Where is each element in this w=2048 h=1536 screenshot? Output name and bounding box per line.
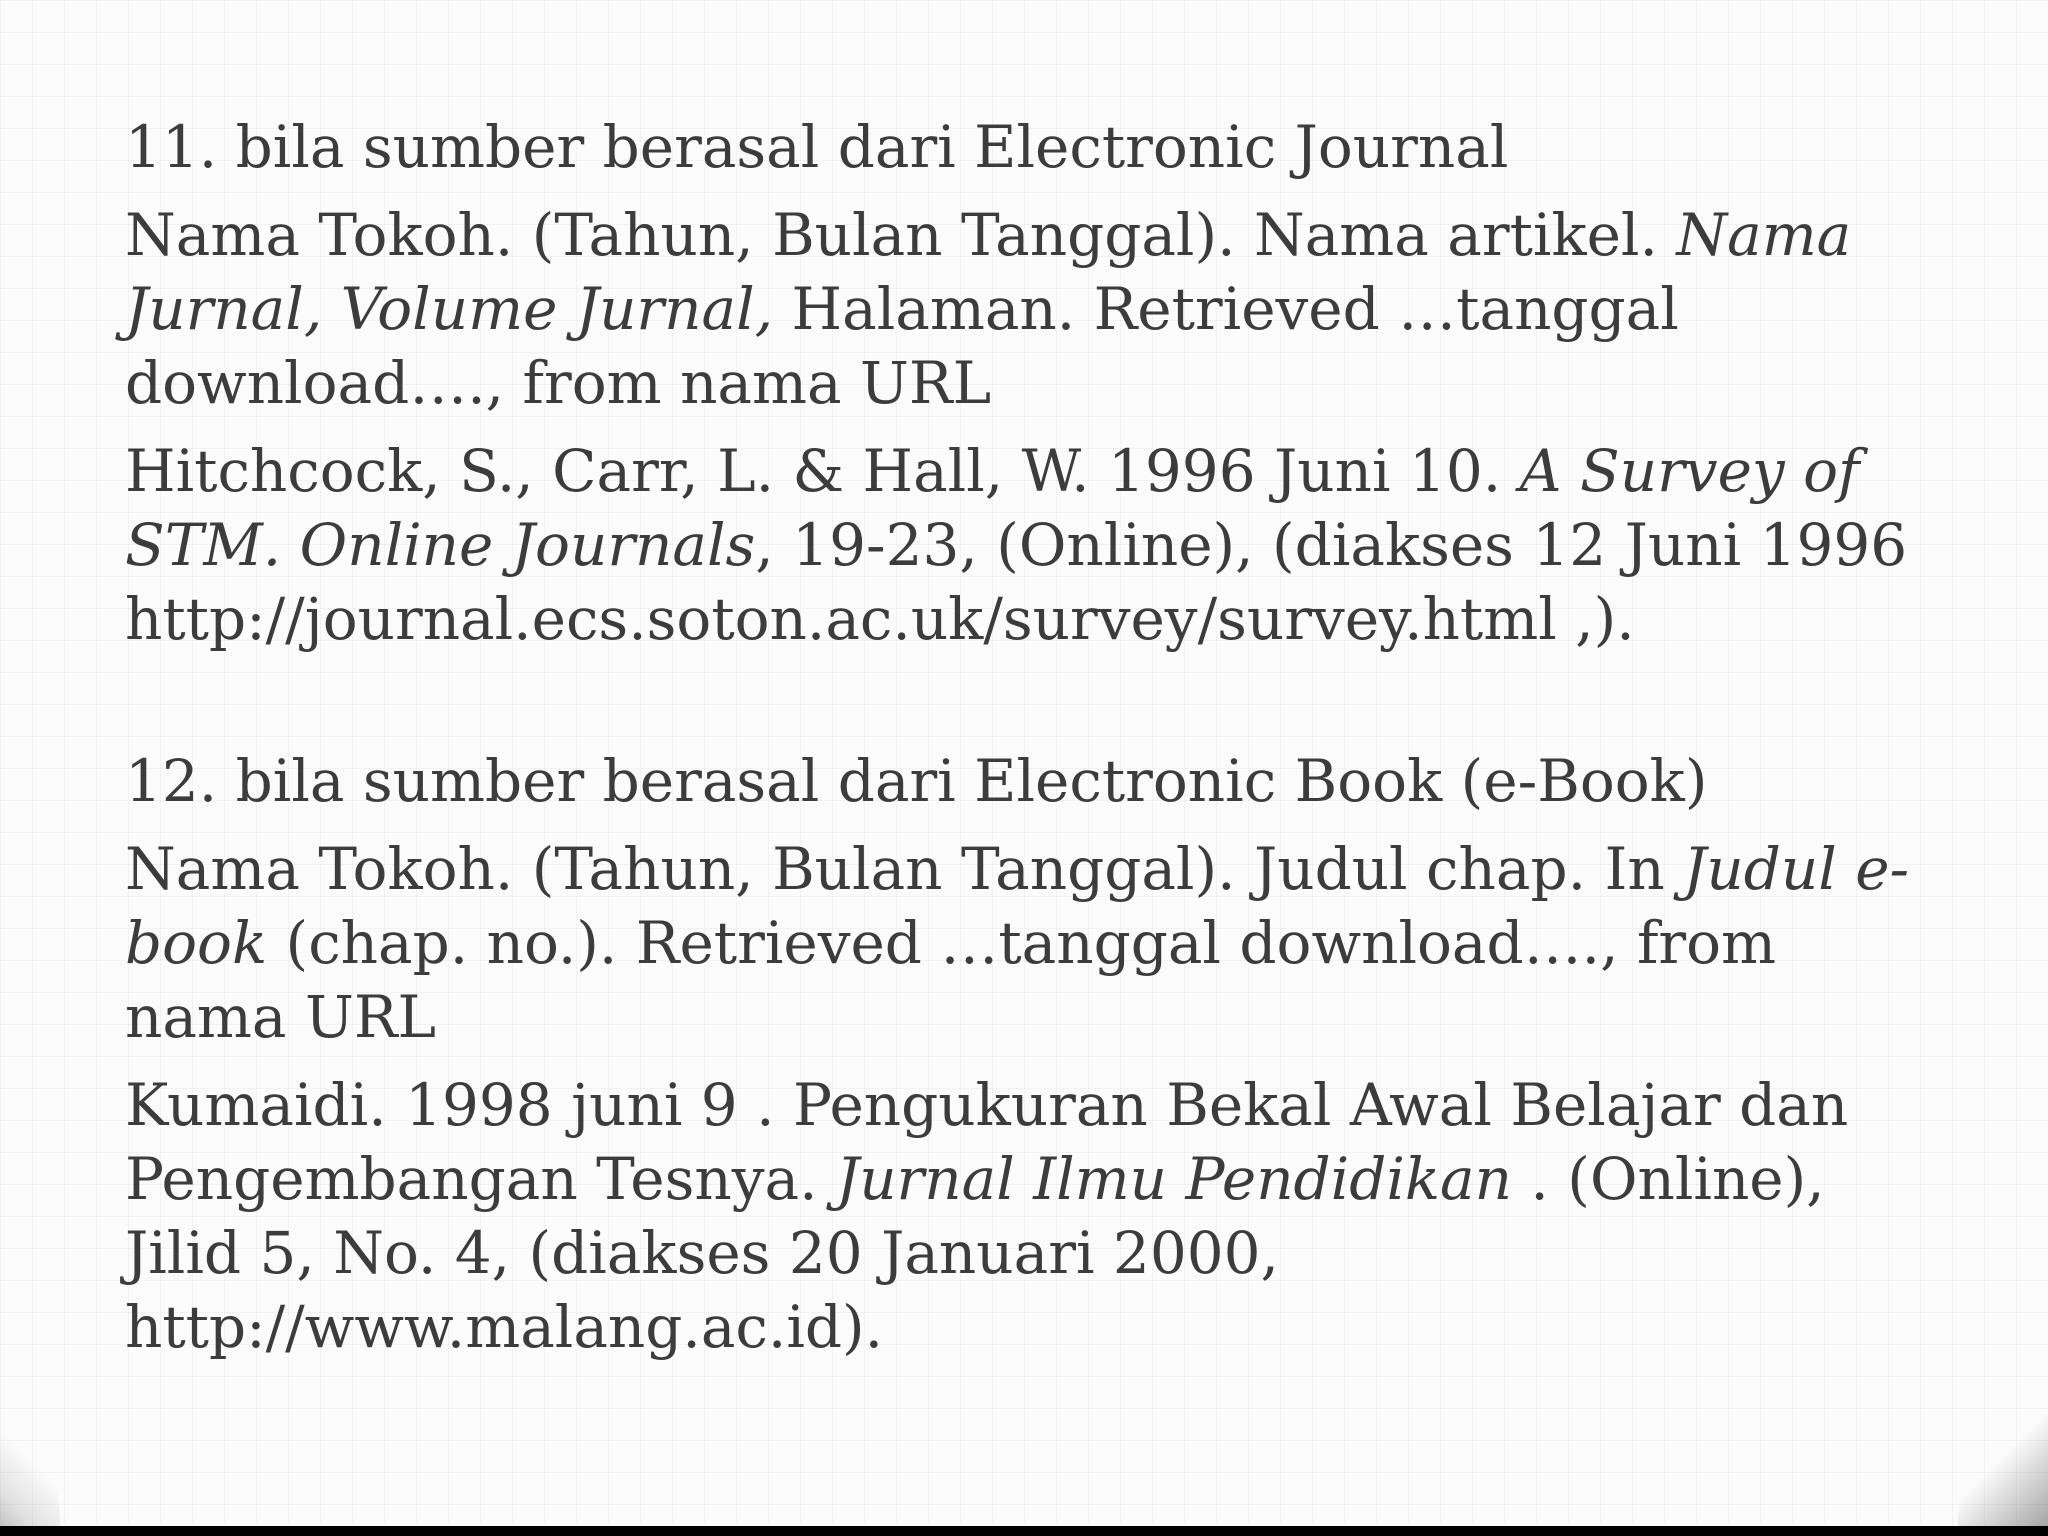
section-12-format-italic: Judul e-book xyxy=(125,835,1910,977)
section-11-format-text-end: Halaman. Retrieved …tanggal download…., from nama URL xyxy=(125,275,1679,417)
section-11-heading xyxy=(125,110,1925,184)
section-12-example xyxy=(125,1068,1925,1364)
section-12-example-text: Kumaidi. 1998 juni 9 . Pengukuran Bekal Awal Belajar dan Pengembangan Tesnya. xyxy=(125,1071,1849,1213)
section-12-example-italic: Jurnal Ilmu Pendidikan xyxy=(835,1145,1512,1213)
section-12-format-text-end: (chap. no.). Retrieved …tanggal download…., from nama URL xyxy=(125,909,1777,1051)
section-gap xyxy=(125,670,1925,744)
section-12-format xyxy=(125,832,1925,1054)
section-12-example-text-end: . (Online), Jilid 5, No. 4, (diakses 20 Januari 2000, http://www.malang.ac.id). xyxy=(125,1145,1825,1361)
section-12-heading xyxy=(125,744,1925,818)
section-11-heading-text: 11. bila sumber berasal dari Electronic Journal xyxy=(125,113,1509,181)
section-11-example-text: Hitchcock, S., Carr, L. & Hall, W. 1996 Juni 10. xyxy=(125,437,1520,505)
slide-content xyxy=(125,110,1925,1378)
section-12-format-text: Nama Tokoh. (Tahun, Bulan Tanggal). Judul chap. In xyxy=(125,835,1684,903)
section-11-format-text: Nama Tokoh. (Tahun, Bulan Tanggal). Nama artikel. xyxy=(125,201,1677,269)
page-shadow-left xyxy=(0,1406,60,1526)
section-12-heading-text: 12. bila sumber berasal dari Electronic Book (e-Book) xyxy=(125,747,1708,815)
section-11-format xyxy=(125,198,1925,420)
bottom-edge xyxy=(0,1526,2048,1536)
section-11-example xyxy=(125,434,1925,656)
page-curl xyxy=(1958,1406,2048,1526)
section-11-example-italic: A Survey of STM. Online Journals xyxy=(125,437,1860,579)
section-11-example-text-end: , 19-23, (Online), (diakses 12 Juni 1996 http://journal.ecs.soton.ac.uk/survey/survey.html ,). xyxy=(125,511,1908,653)
section-11-format-italic: Nama Jurnal, Volume Jurnal, xyxy=(125,201,1852,343)
